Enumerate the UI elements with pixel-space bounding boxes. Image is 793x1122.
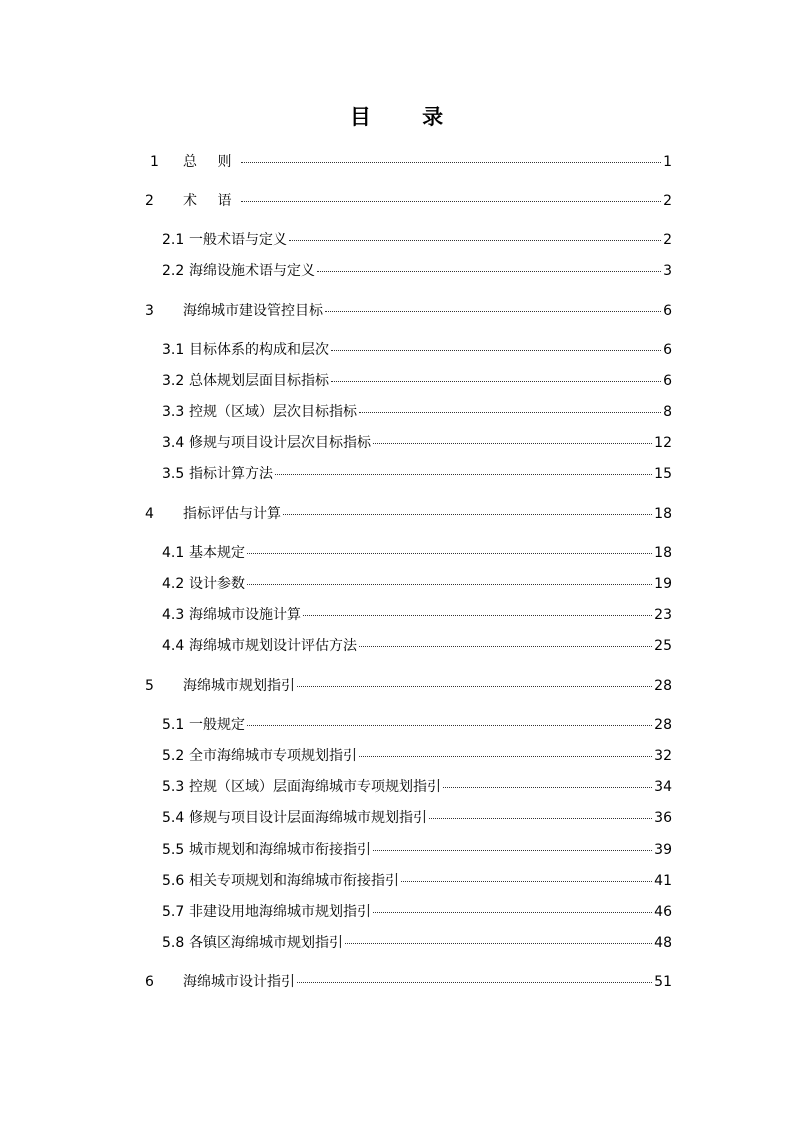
toc-entry-3-3[interactable]	[162, 403, 672, 421]
toc-entry-5-6[interactable]	[162, 872, 672, 890]
toc-entry-3-2[interactable]	[162, 372, 672, 390]
entry-title: 相关专项规划和海绵城市衔接指引	[189, 873, 399, 889]
toc-entry-3-4[interactable]	[162, 434, 672, 452]
entry-page-number: 6	[663, 303, 672, 319]
entry-page-number: 32	[654, 748, 672, 764]
entry-title: 基本规定	[189, 545, 245, 561]
entry-title: 海绵城市建设管控目标	[183, 303, 323, 319]
entry-title: 术 语	[183, 193, 240, 209]
entry-number: 5.5	[162, 842, 185, 858]
entry-number: 3.3	[162, 404, 185, 420]
toc-entry-2-1[interactable]	[162, 231, 672, 249]
entry-number: 5.7	[162, 904, 185, 920]
entry-title: 设计参数	[189, 576, 245, 592]
entry-page-number: 51	[654, 974, 672, 990]
entry-page-number: 15	[654, 466, 672, 482]
dot-leader	[359, 756, 652, 757]
entry-title: 各镇区海绵城市规划指引	[189, 935, 343, 951]
toc-entry-5-7[interactable]	[162, 903, 672, 921]
entry-number: 1	[150, 154, 159, 170]
entry-title: 一般规定	[189, 717, 245, 733]
entry-number: 4.3	[162, 607, 185, 623]
dot-leader	[373, 850, 652, 851]
dot-leader	[331, 381, 661, 382]
entry-page-number: 1	[663, 154, 672, 170]
toc-entry-5-8[interactable]	[162, 934, 672, 952]
dot-leader	[303, 615, 652, 616]
dot-leader	[345, 943, 652, 944]
dot-leader	[373, 443, 652, 444]
entry-number: 5.6	[162, 873, 185, 889]
entry-title: 目标体系的构成和层次	[189, 342, 329, 358]
entry-number: 2	[145, 193, 154, 209]
entry-title: 修规与项目设计层面海绵城市规划指引	[189, 810, 427, 826]
entry-number: 4	[145, 506, 154, 522]
entry-title: 控规（区域）层次目标指标	[189, 404, 357, 420]
dot-leader	[241, 201, 661, 202]
entry-page-number: 2	[663, 193, 672, 209]
toc-entry-4-3[interactable]	[162, 606, 672, 624]
entry-number: 3.4	[162, 435, 185, 451]
entry-page-number: 18	[654, 506, 672, 522]
dot-leader	[317, 271, 661, 272]
entry-title: 城市规划和海绵城市衔接指引	[189, 842, 371, 858]
entry-number: 6	[145, 974, 154, 990]
dot-leader	[401, 881, 652, 882]
dot-leader	[289, 240, 661, 241]
toc-entry-5-3[interactable]	[162, 778, 672, 796]
entry-title: 修规与项目设计层次目标指标	[189, 435, 371, 451]
toc-entry-4[interactable]	[145, 505, 672, 523]
toc-entry-1[interactable]	[145, 153, 672, 171]
dot-leader	[275, 474, 652, 475]
dot-leader	[247, 725, 652, 726]
toc-entry-4-1[interactable]	[162, 544, 672, 562]
entry-title: 海绵城市规划指引	[183, 678, 295, 694]
toc-entry-3-5[interactable]	[162, 465, 672, 483]
toc-entry-2-2[interactable]	[162, 262, 672, 280]
entry-title: 指标评估与计算	[183, 506, 281, 522]
entry-number: 2.1	[162, 232, 185, 248]
entry-page-number: 8	[663, 404, 672, 420]
toc-entry-5-1[interactable]	[162, 716, 672, 734]
toc-entry-2[interactable]	[145, 192, 672, 210]
toc-entry-4-4[interactable]	[162, 637, 672, 655]
toc-entry-3[interactable]	[145, 302, 672, 320]
entry-page-number: 23	[654, 607, 672, 623]
dot-leader	[359, 646, 652, 647]
entry-number: 4.1	[162, 545, 185, 561]
toc-entry-5-4[interactable]	[162, 809, 672, 827]
dot-leader	[359, 412, 661, 413]
entry-number: 4.4	[162, 638, 185, 654]
dot-leader	[283, 514, 652, 515]
entry-page-number: 28	[654, 717, 672, 733]
dot-leader	[331, 350, 661, 351]
entry-number: 5.1	[162, 717, 185, 733]
entry-page-number: 18	[654, 545, 672, 561]
entry-number: 2.2	[162, 263, 185, 279]
entry-number: 3.1	[162, 342, 185, 358]
dot-leader	[325, 311, 661, 312]
entry-page-number: 2	[663, 232, 672, 248]
entry-title: 海绵设施术语与定义	[189, 263, 315, 279]
entry-page-number: 41	[654, 873, 672, 889]
dot-leader	[297, 686, 652, 687]
entry-title: 海绵城市设计指引	[183, 974, 295, 990]
entry-page-number: 3	[663, 263, 672, 279]
entry-page-number: 46	[654, 904, 672, 920]
toc-entry-5-5[interactable]	[162, 841, 672, 859]
dot-leader	[443, 787, 652, 788]
entry-number: 5.8	[162, 935, 185, 951]
entry-number: 3.5	[162, 466, 185, 482]
entry-number: 5.4	[162, 810, 185, 826]
entry-title: 海绵城市设施计算	[189, 607, 301, 623]
entry-number: 5	[145, 678, 154, 694]
entry-title: 总 则	[183, 154, 240, 170]
toc-entry-3-1[interactable]	[162, 341, 672, 359]
entry-number: 3	[145, 303, 154, 319]
entry-page-number: 6	[663, 342, 672, 358]
entry-title: 总体规划层面目标指标	[189, 373, 329, 389]
entry-page-number: 34	[654, 779, 672, 795]
dot-leader	[247, 553, 652, 554]
entry-page-number: 36	[654, 810, 672, 826]
entry-number: 5.3	[162, 779, 185, 795]
entry-page-number: 19	[654, 576, 672, 592]
entry-title: 海绵城市规划设计评估方法	[189, 638, 357, 654]
entry-page-number: 12	[654, 435, 672, 451]
dot-leader	[297, 982, 652, 983]
dot-leader	[247, 584, 652, 585]
entry-page-number: 25	[654, 638, 672, 654]
entry-page-number: 28	[654, 678, 672, 694]
toc-title: 目 录	[349, 105, 466, 129]
dot-leader	[241, 162, 661, 163]
entry-number: 3.2	[162, 373, 185, 389]
entry-title: 控规（区域）层面海绵城市专项规划指引	[189, 779, 441, 795]
toc-entry-4-2[interactable]	[162, 575, 672, 593]
entry-page-number: 39	[654, 842, 672, 858]
toc-entry-6[interactable]	[145, 973, 672, 991]
entry-title: 非建设用地海绵城市规划指引	[189, 904, 371, 920]
entry-page-number: 6	[663, 373, 672, 389]
entry-number: 5.2	[162, 748, 185, 764]
entry-number: 4.2	[162, 576, 185, 592]
entry-title: 一般术语与定义	[189, 232, 287, 248]
toc-entry-5[interactable]	[145, 677, 672, 695]
dot-leader	[429, 818, 652, 819]
entry-title: 指标计算方法	[189, 466, 273, 482]
dot-leader	[373, 912, 652, 913]
toc-entry-5-2[interactable]	[162, 747, 672, 765]
entry-title: 全市海绵城市专项规划指引	[189, 748, 357, 764]
entry-page-number: 48	[654, 935, 672, 951]
